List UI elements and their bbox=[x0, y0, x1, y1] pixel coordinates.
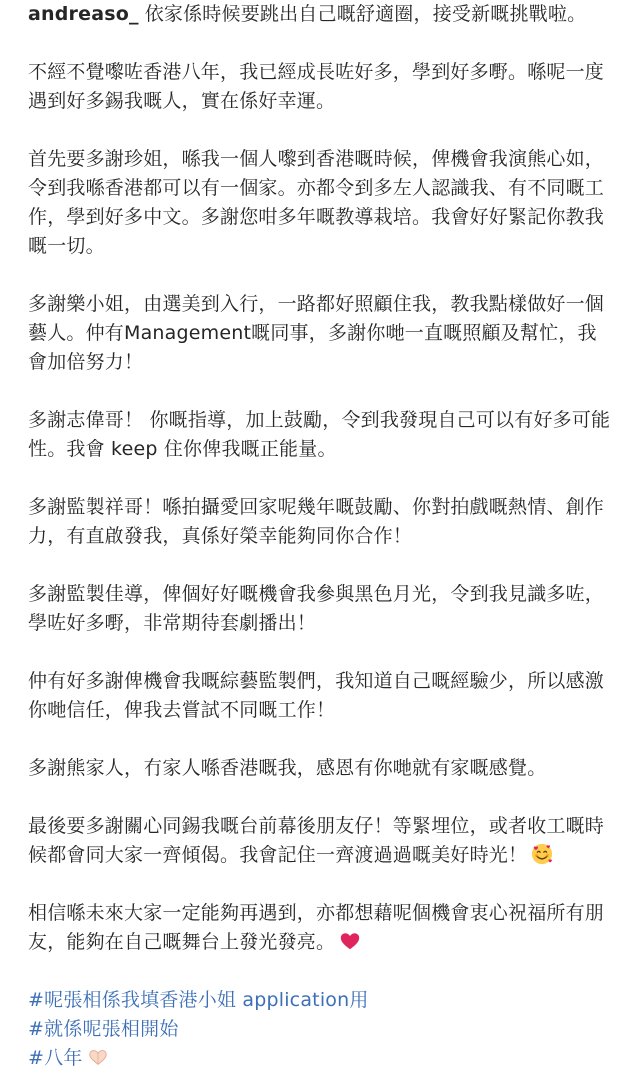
intro-text: 依家係時候要跳出自己嘅舒適圈，接受新嘅挑戰啦。 bbox=[144, 3, 587, 25]
username-link[interactable]: andreaso_ bbox=[28, 3, 139, 25]
caption-intro bbox=[28, 0, 612, 29]
hashtag-row bbox=[28, 1044, 612, 1073]
caption-paragraph: 多謝監製佳導，俾個好好嘅機會我參與黑色月光，令到我見識多咗，學咗好多嘢，非常期待套劇播出！ bbox=[28, 583, 605, 634]
hashtag-link[interactable]: #就係呢張相開始 bbox=[28, 1018, 179, 1040]
caption-paragraph: 首先要多謝珍姐，喺我一個人嚟到香港嘅時候，俾機會我演熊心如，令到我喺香港都可以有一個家。亦都令到多左人認識我、有不同嘅工作，學到好多中文。多謝您咁多年嘅教導栽培。我會好好緊記你教我嘅一切。 bbox=[28, 148, 605, 257]
caption-paragraph: 多謝監製祥哥！喺拍攝愛回家呢幾年嘅鼓勵、你對拍戲嘅熱情、創作力，有直啟發我，真係好榮幸能夠同你合作！ bbox=[28, 496, 605, 547]
caption-paragraph: 不經不覺嚟咗香港八年，我已經成長咗好多，學到好多嘢。喺呢一度遇到好多錫我嘅人，實在係好幸運。 bbox=[28, 61, 605, 112]
heart-hands-icon bbox=[87, 1046, 109, 1068]
red-heart-icon bbox=[339, 930, 361, 952]
caption-paragraph: 仲有好多謝俾機會我嘅綜藝監製們，我知道自己嘅經驗少，所以感激你哋信任，俾我去嘗試不同嘅工作！ bbox=[28, 670, 605, 721]
hashtag-list bbox=[28, 986, 612, 1073]
caption-paragraph-final bbox=[28, 899, 612, 957]
caption-paragraph-thanks-friends bbox=[28, 812, 612, 870]
smiling-face-with-hearts-icon bbox=[531, 843, 553, 865]
thanks-friends-text: 最後要多謝關心同錫我嘅台前幕後朋友仔！等緊埋位，或者收工嘅時候都會同大家一齊傾偈。我會記住一齊渡過過嘅美好時光！ bbox=[28, 815, 605, 866]
caption-paragraph: 多謝熊家人，冇家人喺香港嘅我，感恩有你哋就有家嘅感覺。 bbox=[28, 757, 547, 779]
final-text: 相信喺未來大家一定能夠再遇到，亦都想藉呢個機會衷心祝福所有朋友，能夠在自己嘅舞台上發光發亮。 bbox=[28, 902, 605, 953]
caption-paragraph: 多謝志偉哥！ 你嘅指導，加上鼓勵，令到我發現自己可以有好多可能性。我會 keep 住你俾我嘅正能量。 bbox=[28, 409, 611, 460]
hashtag-link[interactable]: #八年 bbox=[28, 1047, 83, 1069]
caption-paragraph: 多謝樂小姐，由選美到入行，一路都好照顧住我，教我點樣做好一個藝人。仲有Management嘅同事，多謝你哋一直嘅照顧及幫忙，我會加倍努力！ bbox=[28, 293, 605, 373]
hashtag-link[interactable]: #呢張相係我填香港小姐 application用 bbox=[28, 989, 369, 1011]
